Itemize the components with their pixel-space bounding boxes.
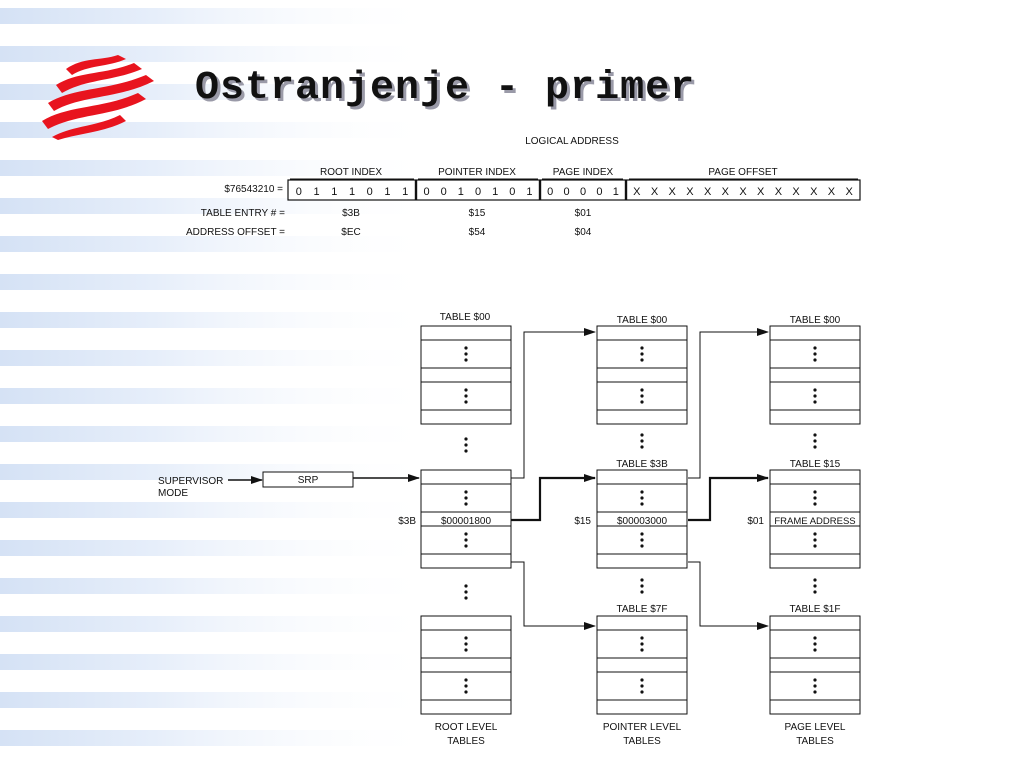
page-table-1f-label: TABLE $1F bbox=[789, 604, 841, 615]
address-bit: 1 bbox=[457, 186, 464, 198]
root-level-caption: ROOT LEVEL bbox=[434, 722, 498, 733]
address-bit: 0 bbox=[547, 186, 554, 198]
address-bit: X bbox=[810, 186, 818, 198]
pointer-to-page-1f-arrow bbox=[688, 562, 768, 626]
page-selected-value: FRAME ADDRESS bbox=[774, 516, 856, 527]
ellipsis-dots bbox=[813, 490, 816, 505]
page-table-1f bbox=[770, 616, 860, 714]
table-entry-label: TABLE ENTRY # = bbox=[200, 208, 285, 219]
pointer-to-page-00-arrow bbox=[688, 332, 768, 478]
ellipsis-dots bbox=[464, 490, 467, 505]
address-bit: 1 bbox=[348, 186, 356, 198]
ellipsis-dots bbox=[640, 532, 643, 547]
pointer-table-00-label: TABLE $00 bbox=[616, 315, 668, 326]
address-bit: 1 bbox=[402, 186, 409, 198]
field-header-page-offset: PAGE OFFSET bbox=[708, 167, 778, 178]
page-level-caption: PAGE LEVEL bbox=[784, 722, 846, 733]
logical-address-heading: LOGICAL ADDRESS bbox=[525, 136, 619, 147]
ellipsis-dots bbox=[813, 578, 816, 593]
ellipsis-dots bbox=[464, 388, 467, 403]
address-bit: 0 bbox=[509, 186, 516, 198]
supervisor-mode-label: MODE bbox=[158, 488, 188, 499]
slide-title: Ostranjenje - primer bbox=[195, 66, 696, 111]
address-bit: 0 bbox=[579, 186, 587, 198]
address-bit: 0 bbox=[423, 186, 430, 198]
ellipsis-dots bbox=[813, 532, 816, 547]
address-bit: X bbox=[757, 186, 765, 198]
address-offset-label: ADDRESS OFFSET = bbox=[185, 227, 285, 238]
pointer-selected-value: $00003000 bbox=[616, 516, 668, 527]
pointer-table-7f bbox=[597, 616, 687, 714]
address-bit: 0 bbox=[295, 186, 302, 198]
field-headers bbox=[320, 167, 778, 178]
pointer-level-caption: POINTER LEVEL bbox=[602, 722, 682, 733]
address-bit: X bbox=[845, 186, 853, 198]
address-bit: 1 bbox=[331, 186, 338, 198]
address-bit: 0 bbox=[563, 186, 570, 198]
root-to-pointer-3b-arrow bbox=[511, 478, 595, 520]
field-header-page-index: PAGE INDEX bbox=[552, 167, 614, 178]
address-bit: 0 bbox=[440, 186, 447, 198]
address-value-label: $76543210 = bbox=[224, 184, 283, 195]
page-selected-index: $01 bbox=[747, 516, 764, 527]
ellipsis-dots bbox=[813, 636, 816, 651]
address-bit: 0 bbox=[596, 186, 603, 198]
address-bit: X bbox=[703, 186, 712, 198]
root-entry-value: $3B bbox=[342, 208, 360, 219]
address-bit: X bbox=[827, 186, 836, 198]
srp-label: SRP bbox=[297, 475, 319, 486]
ellipsis-dots bbox=[640, 578, 643, 593]
supervisor-label: SUPERVISOR bbox=[158, 476, 224, 487]
address-bit: X bbox=[650, 186, 659, 198]
ellipsis-dots bbox=[640, 636, 643, 651]
root-table-00 bbox=[421, 326, 511, 424]
ellipsis-dots bbox=[640, 433, 643, 448]
field-header-pointer-index: POINTER INDEX bbox=[438, 167, 516, 178]
root-to-pointer-7f-arrow bbox=[511, 562, 595, 626]
ellipsis-dots bbox=[464, 532, 467, 547]
address-bit: 1 bbox=[492, 186, 499, 198]
root-table-00-label: TABLE $00 bbox=[439, 312, 491, 323]
pointer-offset-value: $54 bbox=[468, 227, 486, 238]
address-bit: 0 bbox=[474, 186, 482, 198]
address-bit: 1 bbox=[612, 186, 619, 198]
address-bit: X bbox=[668, 186, 676, 198]
root-selected-index: $3B bbox=[398, 516, 416, 527]
ellipsis-dots bbox=[813, 433, 816, 448]
page-level-caption-2: TABLES bbox=[796, 736, 834, 747]
ellipsis-dots bbox=[640, 490, 643, 505]
field-header-root-index: ROOT INDEX bbox=[319, 167, 383, 178]
root-level-caption-2: TABLES bbox=[447, 736, 485, 747]
pointer-to-page-15-arrow bbox=[688, 478, 768, 520]
page-table-00 bbox=[770, 326, 860, 424]
ellipsis-dots bbox=[640, 678, 643, 693]
pointer-selected-index: $15 bbox=[574, 516, 591, 527]
ellipsis-dots bbox=[464, 584, 467, 599]
page-table-15-label: TABLE $15 bbox=[789, 459, 841, 470]
pointer-level-caption-2: TABLES bbox=[623, 736, 661, 747]
address-bit: 1 bbox=[526, 186, 533, 198]
root-offset-value: $EC bbox=[341, 227, 361, 238]
ellipsis-dots bbox=[640, 388, 643, 403]
page-table-00-label: TABLE $00 bbox=[789, 315, 841, 326]
pointer-entry-value: $15 bbox=[468, 208, 486, 219]
pointer-table-3b-label: TABLE $3B bbox=[616, 459, 668, 470]
address-bit: X bbox=[792, 186, 800, 198]
root-table-last bbox=[421, 616, 511, 714]
address-bit: 0 bbox=[366, 186, 373, 198]
ellipsis-dots bbox=[813, 388, 816, 403]
address-bit: 1 bbox=[313, 186, 320, 198]
address-bit: 1 bbox=[384, 186, 391, 198]
ellipsis-dots bbox=[464, 437, 467, 452]
pointer-table-7f-label: TABLE $7F bbox=[616, 604, 668, 615]
page-entry-value: $01 bbox=[574, 208, 592, 219]
page-offset-value: $04 bbox=[574, 227, 592, 238]
address-bit: X bbox=[633, 186, 641, 198]
ellipsis-dots bbox=[813, 346, 816, 361]
ellipsis-dots bbox=[464, 678, 467, 693]
address-bit: X bbox=[686, 186, 694, 198]
address-bit: X bbox=[739, 186, 747, 198]
ellipsis-dots bbox=[464, 636, 467, 651]
pointer-table-00 bbox=[597, 326, 687, 424]
ellipsis-dots bbox=[464, 346, 467, 361]
root-selected-value: $00001800 bbox=[440, 516, 492, 527]
address-bit: X bbox=[721, 186, 729, 198]
ellipsis-dots bbox=[640, 346, 643, 361]
address-bit: X bbox=[774, 186, 783, 198]
root-to-pointer-00-arrow bbox=[511, 332, 595, 478]
ellipsis-dots bbox=[813, 678, 816, 693]
